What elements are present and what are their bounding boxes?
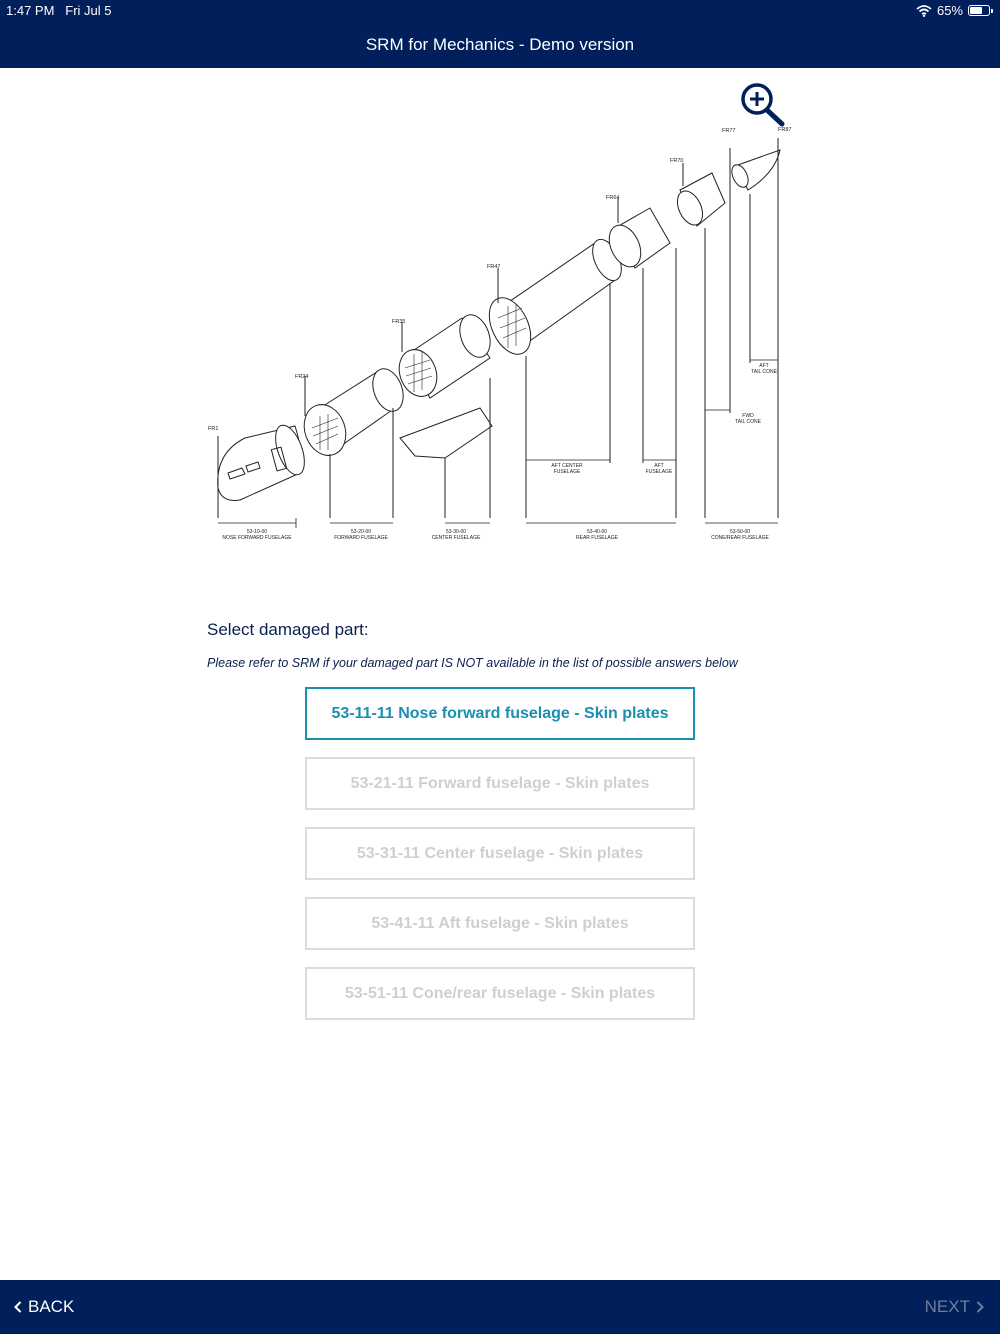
section-inner-label: TAIL CONE <box>751 369 777 375</box>
wifi-icon <box>916 5 932 17</box>
top-bar <box>0 0 1000 68</box>
frame-label: FR35 <box>392 319 406 325</box>
bottom-bar <box>0 1280 1000 1334</box>
frame-label: FR24 <box>295 374 309 380</box>
section-code: 53-50-00 <box>729 529 751 535</box>
next-label: NEXT <box>924 1297 970 1316</box>
section-inner-label: TAIL CONE <box>735 419 761 425</box>
chevron-right-icon <box>976 1301 984 1313</box>
back-label: BACK <box>28 1297 75 1316</box>
fuselage-diagram <box>200 78 800 548</box>
battery-percent: 65% <box>936 3 963 18</box>
frame-label: FR64 <box>606 195 620 201</box>
frame-label: FR1 <box>208 426 219 432</box>
next-button[interactable] <box>925 1297 984 1317</box>
app-title: SRM for Mechanics - Demo version <box>365 35 635 54</box>
tail-cone-drawing <box>672 138 780 518</box>
section-name: CONE/REAR FUSELAGE <box>711 535 769 541</box>
aft-center-section-drawing <box>481 235 627 518</box>
option-aft-fuselage[interactable]: 53-41-11 Aft fuselage - Skin plates <box>305 897 695 950</box>
battery-icon <box>968 5 990 16</box>
section-name: CENTER FUSELAGE <box>431 535 481 541</box>
srm-note: Please refer to SRM if your damaged part IS NOT available in the list of possible answers below <box>207 656 738 670</box>
section-name: REAR FUSELAGE <box>576 535 618 541</box>
forward-section-drawing <box>297 365 408 518</box>
chevron-left-icon <box>14 1301 22 1313</box>
status-indicators <box>916 3 990 18</box>
section-inner-label: AFT <box>654 463 664 469</box>
frame-label: FR70 <box>670 158 684 164</box>
frame-label: FR87 <box>778 127 792 133</box>
frame-label: FR77 <box>722 128 736 134</box>
option-nose-forward-fuselage[interactable]: 53-11-11 Nose forward fuselage - Skin plates <box>305 687 695 740</box>
section-code: 53-20-00 <box>350 529 372 535</box>
frame-label: FR47 <box>487 264 501 270</box>
section-code: 53-40-00 <box>586 529 608 535</box>
option-center-fuselage[interactable]: 53-31-11 Center fuselage - Skin plates <box>305 827 695 880</box>
center-section-drawing <box>393 311 496 518</box>
clock-time: 1:47 PM <box>6 3 55 18</box>
section-name: FORWARD FUSELAGE <box>334 535 388 541</box>
section-inner-label: AFT CENTER <box>551 463 583 469</box>
section-name: NOSE FORWARD FUSELAGE <box>222 535 292 541</box>
section-inner-label: AFT <box>759 363 769 369</box>
section-inner-label: FUSELAGE <box>645 469 673 475</box>
clock-date: Fri Jul 5 <box>65 3 112 18</box>
section-code: 53-10-00 <box>246 529 268 535</box>
nose-section-drawing <box>218 421 310 518</box>
status-time <box>6 3 112 18</box>
back-button[interactable] <box>14 1297 74 1317</box>
zoom-in-icon[interactable] <box>743 85 782 124</box>
dimension-lines <box>218 360 778 528</box>
section-code: 53-30-00 <box>445 529 467 535</box>
select-label: Select damaged part: <box>207 620 369 639</box>
section-inner-label: FUSELAGE <box>553 469 581 475</box>
option-cone-rear-fuselage[interactable]: 53-51-11 Cone/rear fuselage - Skin plates <box>305 967 695 1020</box>
option-forward-fuselage[interactable]: 53-21-11 Forward fuselage - Skin plates <box>305 757 695 810</box>
section-inner-label: FWD <box>742 413 754 419</box>
